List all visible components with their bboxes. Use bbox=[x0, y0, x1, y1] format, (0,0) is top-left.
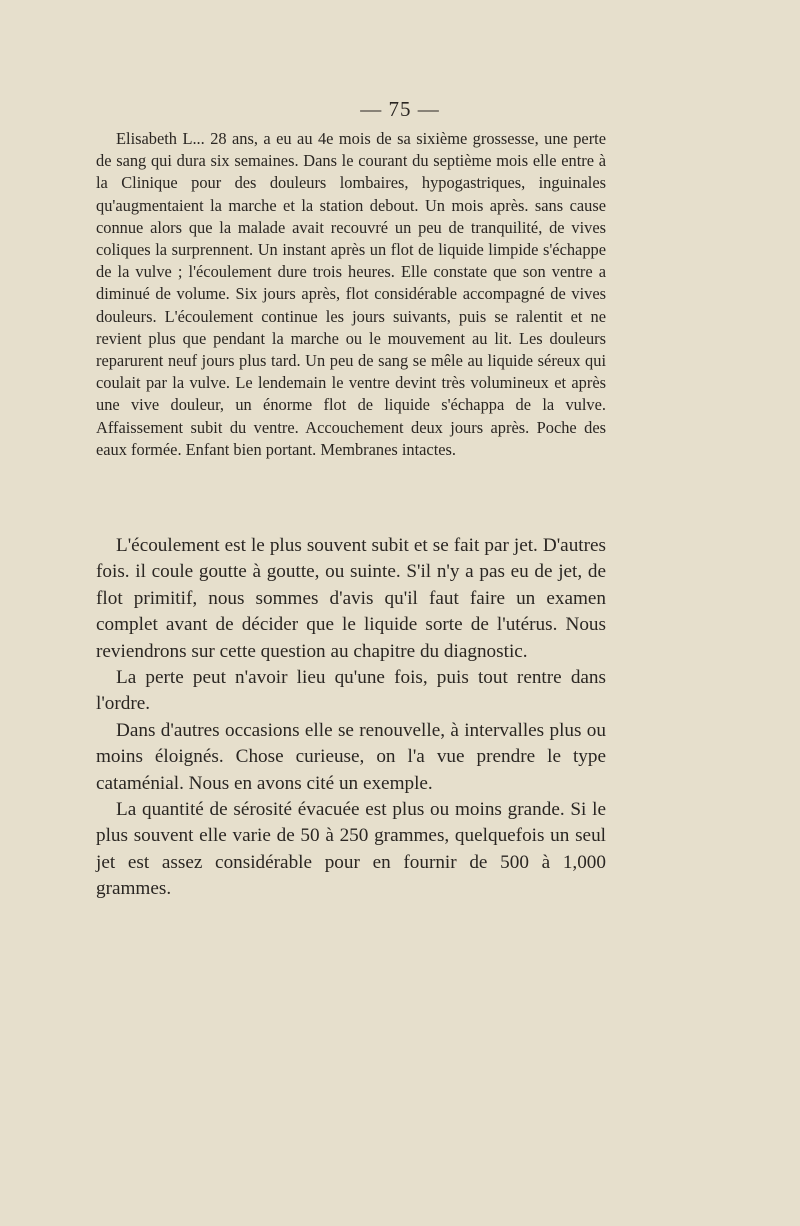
page-number: — 75 — bbox=[360, 97, 440, 121]
paragraph-quantity: La quantité de sérosité évacuée est plus ou moins grande. Si le plus souvent elle varie de 50 à 250 grammes, quelquefois un seul jet est assez considérable pour en fournir de 500 à 1,000 grammes. bbox=[96, 799, 606, 900]
case-report-paragraph: Elisabeth L... 28 ans, a eu au 4e mois de sa sixième grossesse, une perte de sang qui dura six semaines. Dans le courant du septième mois elle entre à la Clinique pour des douleurs lombaires, hypogastriques, inguinales qu'augmentaient la marche et la station debout. Un mois après. sans cause connue alors que la malade avait recouvré un peu de tranquilité, de vives coliques la surprennent. Un instant après un flot de liquide limpide s'échappe de la vulve ; l'écoulement dure trois heures. Elle constate que son ventre a diminué de volume. Six jours après, flot considérable accompagné de vives douleurs. L'écoulement continue les jours suivants, puis se ralentit et ne revient plus que pendant la marche ou le mouvement au lit. Les douleurs reparurent neuf jours plus tard. Un peu de sang se mêle au liquide séreux qui coulait par la vulve. Le lendemain le ventre devint très volumineux et après une vive douleur, un énorme flot de liquide s'échappa de la vulve. Affaissement subit du ventre. Accouchement deux jours après. Poche des eaux formée. Enfant bien portant. Membranes intactes. bbox=[96, 129, 606, 459]
paragraph-recurrence: Dans d'autres occasions elle se renouvelle, à intervalles plus ou moins éloignés. Chose curieuse, on l'a vue prendre le type cataménial. Nous en avons cité un exemple. bbox=[96, 719, 606, 794]
paragraph-single-loss: La perte peut n'avoir lieu qu'une fois, puis tout rentre dans l'ordre. bbox=[96, 667, 606, 715]
paragraph-onset: L'écoulement est le plus souvent subit et se fait par jet. D'autres fois. il coule goutte à goutte, ou suinte. S'il n'y a pas eu de jet, de flot primitif, nous sommes d'avis qu'il faut faire un examen complet avant de décider que le liquide sorte de l'utérus. Nous reviendrons sur cette question au chapitre du diagnostic. bbox=[96, 535, 606, 662]
main-text bbox=[96, 533, 606, 903]
